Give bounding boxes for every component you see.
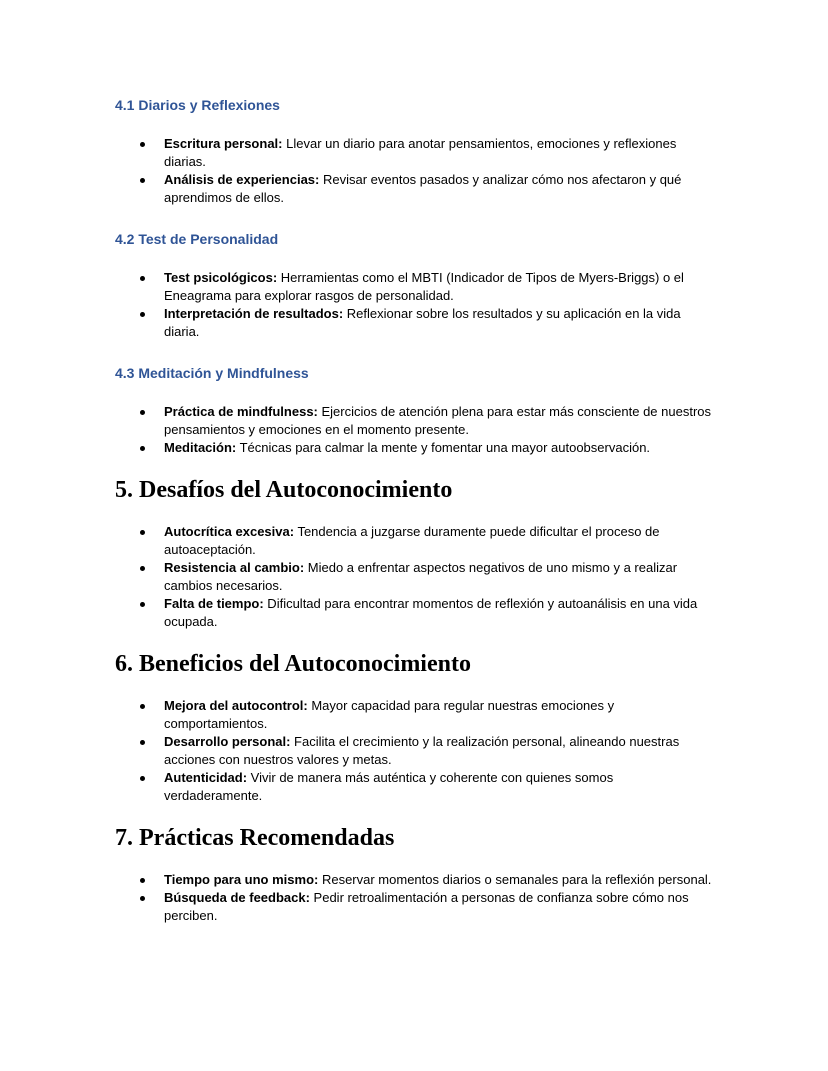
item-term: Escritura personal: [164, 136, 283, 151]
item-term: Autocrítica excesiva: [164, 524, 295, 539]
section-heading-4-1: 4.1 Diarios y Reflexiones [115, 97, 280, 113]
item-term: Desarrollo personal: [164, 734, 291, 749]
item-text: Revisar eventos pasados y analizar cómo nos afectaron y qué aprendimos de ellos. [164, 172, 682, 205]
bullet-icon [140, 410, 145, 415]
list-item [115, 733, 715, 769]
item-text: Técnicas para calmar la mente y fomentar una mayor autoobservación. [236, 440, 651, 455]
section-heading-5: 5. Desafíos del Autoconocimiento [115, 477, 453, 503]
list-item [115, 171, 715, 207]
section-heading-4-3: 4.3 Meditación y Mindfulness [115, 365, 309, 381]
bullet-list-7 [115, 871, 715, 925]
bullet-icon [140, 896, 145, 901]
list-item [115, 697, 715, 733]
list-item [115, 595, 715, 631]
bullet-icon [140, 530, 145, 535]
item-text: Ejercicios de atención plena para estar más consciente de nuestros pensamientos y emociones en el momento presente. [164, 404, 712, 437]
item-text: Reservar momentos diarios o semanales para la reflexión personal. [318, 872, 712, 887]
list-item [115, 305, 715, 341]
bullet-icon [140, 142, 145, 147]
bullet-list-4-3 [115, 403, 715, 457]
bullet-icon [140, 312, 145, 317]
item-text: Miedo a enfrentar aspectos negativos de uno mismo y a realizar cambios necesarios. [164, 560, 678, 593]
list-item [115, 269, 715, 305]
list-item [115, 403, 715, 439]
bullet-icon [140, 566, 145, 571]
item-text: Pedir retroalimentación a personas de confianza sobre cómo nos perciben. [164, 890, 689, 923]
list-item [115, 439, 715, 457]
list-item [115, 889, 715, 925]
item-term: Test psicológicos: [164, 270, 278, 285]
list-item [115, 523, 715, 559]
section-heading-7: 7. Prácticas Recomendadas [115, 825, 395, 851]
bullet-icon [140, 878, 145, 883]
item-term: Resistencia al cambio: [164, 560, 305, 575]
list-item [115, 769, 715, 805]
bullet-icon [140, 704, 145, 709]
item-text: Facilita el crecimiento y la realización personal, alineando nuestras acciones con nuestros valores y metas. [164, 734, 680, 767]
item-term: Meditación: [164, 440, 237, 455]
bullet-icon [140, 178, 145, 183]
bullet-list-5 [115, 523, 715, 631]
item-text: Dificultad para encontrar momentos de reflexión y autoanálisis en una vida ocupada. [164, 596, 698, 629]
bullet-icon [140, 602, 145, 607]
item-text: Mayor capacidad para regular nuestras emociones y comportamientos. [164, 698, 615, 731]
item-text: Vivir de manera más auténtica y coherente con quienes somos verdaderamente. [164, 770, 614, 803]
bullet-icon [140, 740, 145, 745]
document-page [115, 95, 715, 925]
item-term: Tiempo para uno mismo: [164, 872, 319, 887]
bullet-list-4-1 [115, 135, 715, 207]
item-term: Práctica de mindfulness: [164, 404, 318, 419]
bullet-list-6 [115, 697, 715, 805]
item-text: Reflexionar sobre los resultados y su aplicación en la vida diaria. [164, 306, 681, 339]
item-term: Interpretación de resultados: [164, 306, 344, 321]
item-term: Autenticidad: [164, 770, 248, 785]
bullet-list-4-2 [115, 269, 715, 341]
item-text: Tendencia a juzgarse duramente puede dificultar el proceso de autoaceptación. [164, 524, 660, 557]
item-text: Herramientas como el MBTI (Indicador de Tipos de Myers-Briggs) o el Eneagrama para explorar rasgos de personalidad. [164, 270, 684, 303]
bullet-icon [140, 776, 145, 781]
item-text: Llevar un diario para anotar pensamientos, emociones y reflexiones diarias. [164, 136, 677, 169]
list-item [115, 871, 715, 889]
item-term: Análisis de experiencias: [164, 172, 320, 187]
item-term: Mejora del autocontrol: [164, 698, 308, 713]
bullet-icon [140, 446, 145, 451]
item-term: Búsqueda de feedback: [164, 890, 310, 905]
section-heading-6: 6. Beneficios del Autoconocimiento [115, 651, 471, 677]
bullet-icon [140, 276, 145, 281]
list-item [115, 559, 715, 595]
section-heading-4-2: 4.2 Test de Personalidad [115, 231, 279, 247]
list-item [115, 135, 715, 171]
item-term: Falta de tiempo: [164, 596, 264, 611]
